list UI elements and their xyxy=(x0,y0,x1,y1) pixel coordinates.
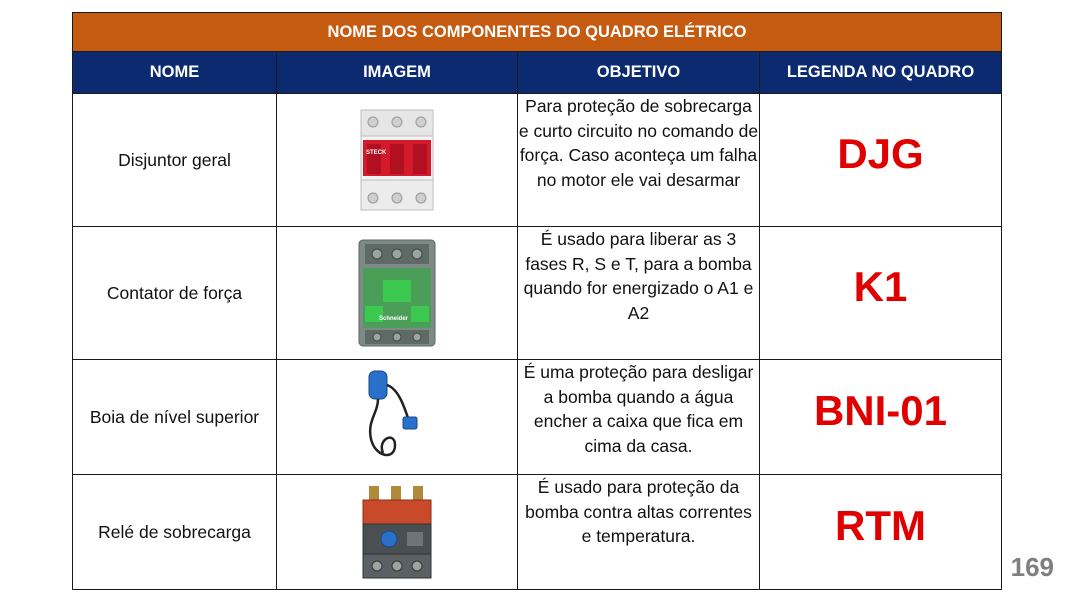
component-name: Boia de nível superior xyxy=(73,360,277,475)
component-legend xyxy=(760,227,1002,360)
component-image-cell xyxy=(277,475,518,590)
page-number: 169 xyxy=(1010,552,1054,582)
component-objective: Para proteção de sobrecarga e curto circuito no comando de força. Caso aconteça um falha no motor ele vai desarmar xyxy=(518,94,760,227)
table-row xyxy=(73,475,1002,590)
column-header-imagem: IMAGEM xyxy=(277,52,518,94)
component-name: Contator de força xyxy=(73,227,277,360)
component-objective: É uma proteção para desligar a bomba quando a água encher a caixa que fica em cima da casa. xyxy=(518,360,760,475)
legend-code: K1 xyxy=(853,263,908,310)
column-header-nome: NOME xyxy=(73,52,277,94)
components-table xyxy=(72,12,1002,590)
breaker-brand-text: STECK xyxy=(366,150,387,156)
breaker-image xyxy=(357,108,437,212)
component-legend xyxy=(760,94,1002,227)
component-image-cell xyxy=(277,227,518,360)
component-objective: É usado para proteção da bomba contra altas correntes e temperatura. xyxy=(518,475,760,590)
component-name: Relé de sobrecarga xyxy=(73,475,277,590)
component-legend xyxy=(760,360,1002,475)
component-image-cell xyxy=(277,94,518,227)
legend-code: RTM xyxy=(835,502,926,549)
column-header-objetivo: OBJETIVO xyxy=(518,52,760,94)
table-row xyxy=(73,360,1002,475)
column-header-legenda: LEGENDA NO QUADRO xyxy=(760,52,1002,94)
contactor-image xyxy=(355,236,439,350)
component-legend xyxy=(760,475,1002,590)
table-row xyxy=(73,94,1002,227)
float-switch-image xyxy=(365,369,429,465)
legend-code: DJG xyxy=(837,130,924,177)
legend-code: BNI-01 xyxy=(813,387,948,434)
overload-relay-image xyxy=(359,484,435,580)
component-image-cell xyxy=(277,360,518,475)
contactor-brand-text: Schneider xyxy=(379,316,409,322)
component-name: Disjuntor geral xyxy=(73,94,277,227)
table-row xyxy=(73,227,1002,360)
table-title: NOME DOS COMPONENTES DO QUADRO ELÉTRICO xyxy=(73,13,1002,52)
component-objective: É usado para liberar as 3 fases R, S e T, para a bomba quando for energizado o A1 e A2 xyxy=(518,227,760,360)
